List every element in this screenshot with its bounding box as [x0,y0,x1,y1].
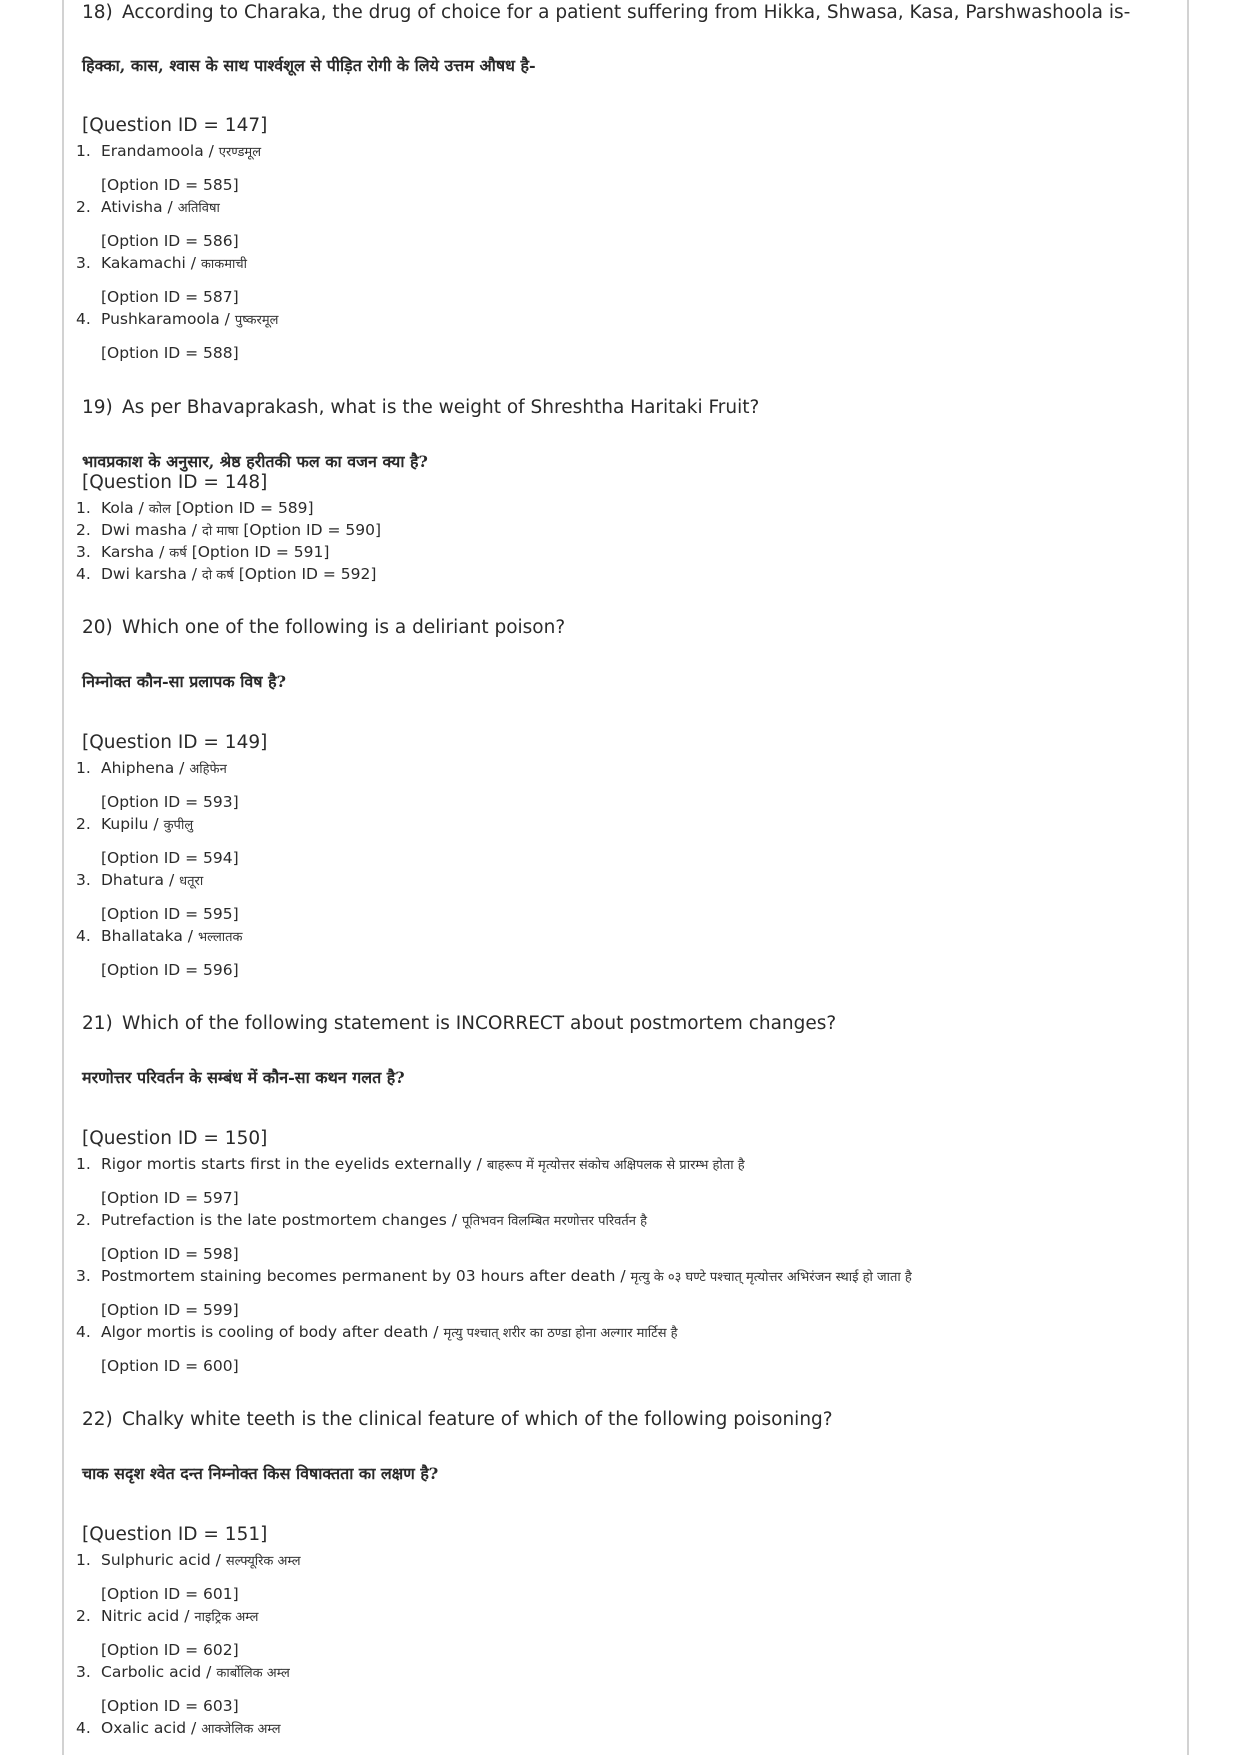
option: 4. Algor mortis is cooling of body after death / मृत्यु पश्चात् शरीर का ठण्डा होना अल्गार मार्टिस है [76,1323,678,1341]
option: 1. Sulphuric acid / सल्फ्यूरिक अम्ल [76,1551,301,1569]
option-id: [Option ID = 587] [101,288,239,306]
question-title: 20) Which one of the following is a deliriant poison? [82,617,566,638]
option: 2. Dwi masha / दो माषा [Option ID = 590] [76,521,381,539]
option: 4. Bhallataka / भल्लातक [76,927,243,945]
option: 3. Karsha / कर्ष [Option ID = 591] [76,543,330,561]
option: 3. Kakamachi / काकमाची [76,254,248,272]
question-hindi: भावप्रकाश के अनुसार, श्रेष्ठ हरीतकी फल का वजन क्या है? [82,452,428,471]
page-border-right [1187,0,1189,1755]
question-id: [Question ID = 147] [82,115,268,136]
option: 4. Pushkaramoola / पुष्करमूल [76,310,279,328]
question-id: [Question ID = 148] [82,472,268,493]
question-title: 22) Chalky white teeth is the clinical feature of which of the following poisoning? [82,1409,833,1430]
option: 2. Kupilu / कुपीलु [76,815,194,833]
option: 1. Ahiphena / अहिफेन [76,759,227,777]
option: 1. Erandamoola / एरण्डमूल [76,142,262,160]
option: 2. Nitric acid / नाइट्रिक अम्ल [76,1607,259,1625]
option-id: [Option ID = 594] [101,849,239,867]
option: 1. Kola / कोल [Option ID = 589] [76,499,314,517]
option: 1. Rigor mortis starts first in the eyelids externally / बाहरूप में मृत्योत्तर संकोच अक्षिपलक से प्रारम्भ होता है [76,1155,745,1173]
question-id: [Question ID = 151] [82,1524,268,1545]
option-id: [Option ID = 601] [101,1585,239,1603]
question-title: 18) According to Charaka, the drug of choice for a patient suffering from Hikka, Shwasa, Kasa, Parshwashoola is- [82,2,1131,23]
option: 4. Dwi karsha / दो कर्ष [Option ID = 592] [76,565,377,583]
option-id: [Option ID = 595] [101,905,239,923]
option: 2. Ativisha / अतिविषा [76,198,220,216]
page-border-left [62,0,64,1755]
option-id: [Option ID = 593] [101,793,239,811]
question-hindi: हिक्का, कास, श्वास के साथ पार्श्वशूल से पीड़ित रोगी के लिये उत्तम औषध है- [82,56,536,75]
question-id: [Question ID = 149] [82,732,268,753]
option-id: [Option ID = 588] [101,344,239,362]
option-id: [Option ID = 586] [101,232,239,250]
option-id: [Option ID = 600] [101,1357,239,1375]
option: 3. Dhatura / धतूरा [76,871,204,889]
option-id: [Option ID = 599] [101,1301,239,1319]
option-id: [Option ID = 597] [101,1189,239,1207]
option: 4. Oxalic acid / आक्जेलिक अम्ल [76,1719,281,1737]
option: 2. Putrefaction is the late postmortem changes / पूतिभवन विलम्बित मरणोत्तर परिवर्तन है [76,1211,648,1229]
question-title: 19) As per Bhavaprakash, what is the weight of Shreshtha Haritaki Fruit? [82,397,760,418]
question-id: [Question ID = 150] [82,1128,268,1149]
option: 3. Postmortem staining becomes permanent by 03 hours after death / मृत्यु के ०३ घण्टे पश्चात् मृत्योत्तर अभिरंजन स्थाई हो जाता है [76,1267,912,1285]
option: 3. Carbolic acid / कार्बोलिक अम्ल [76,1663,290,1681]
question-title: 21) Which of the following statement is INCORRECT about postmortem changes? [82,1013,837,1034]
question-hindi: चाक सदृश श्वेत दन्त निम्नोक्त किस विषाक्तता का लक्षण है? [82,1464,439,1483]
question-hindi: मरणोत्तर परिवर्तन के सम्बंध में कौन-सा कथन गलत है? [82,1068,405,1087]
question-hindi: निम्नोक्त कौन-सा प्रलापक विष है? [82,672,286,691]
option-id: [Option ID = 603] [101,1697,239,1715]
option-id: [Option ID = 596] [101,961,239,979]
option-id: [Option ID = 598] [101,1245,239,1263]
option-id: [Option ID = 585] [101,176,239,194]
option-id: [Option ID = 602] [101,1641,239,1659]
